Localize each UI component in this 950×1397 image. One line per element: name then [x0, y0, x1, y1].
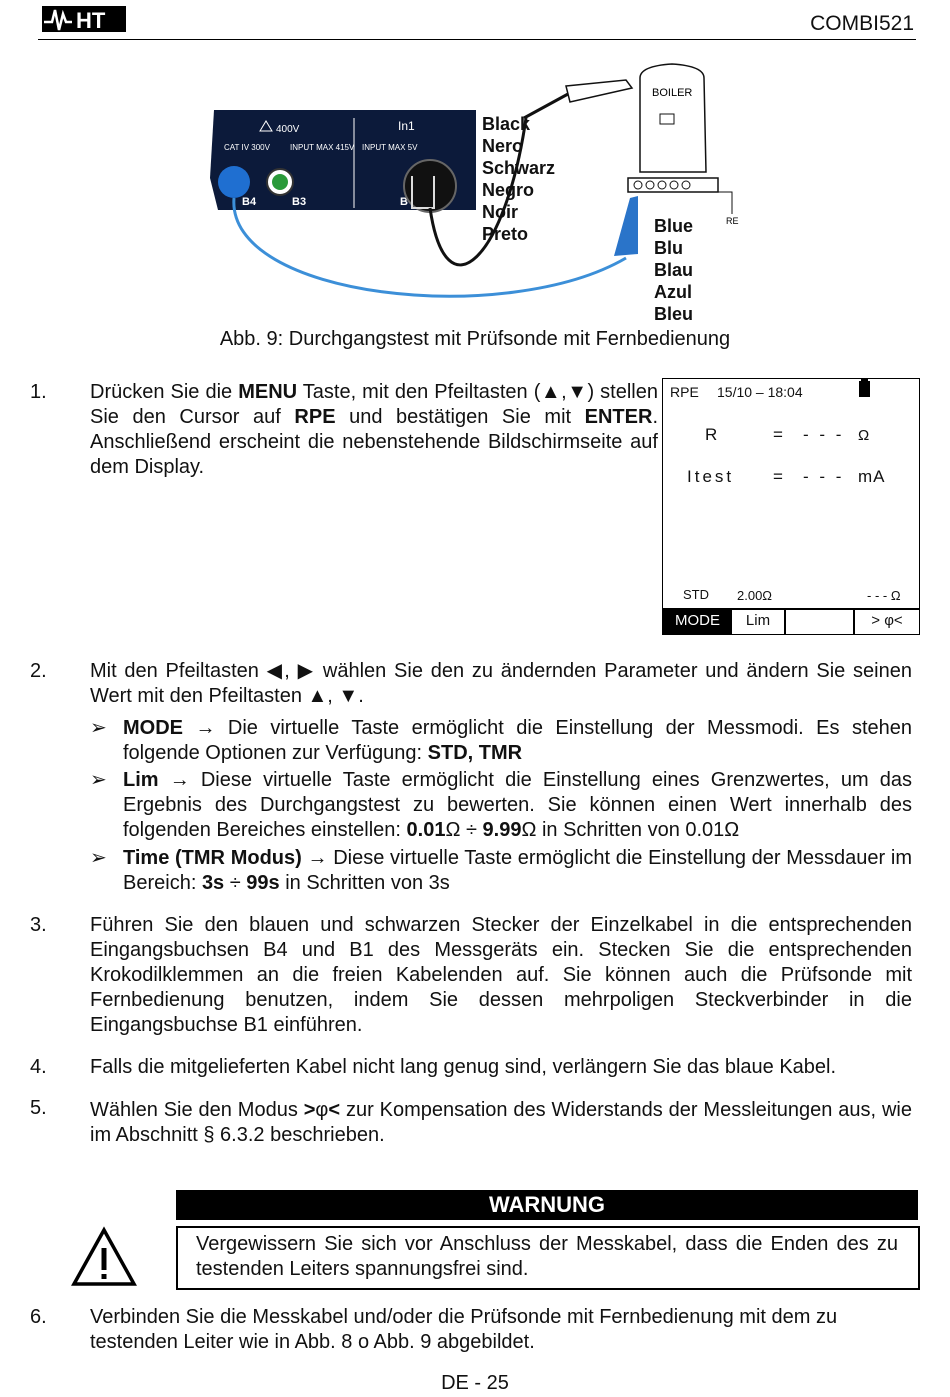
lcd-mode: RPE — [670, 384, 699, 400]
blue-label-de: Blau — [654, 260, 694, 280]
terminal-b4 — [218, 166, 250, 198]
lcd-itest-eq: = — [773, 467, 783, 486]
label-in1: In1 — [398, 119, 415, 133]
step-3-text: Führen Sie den blauen und schwarzen Stecker der Einzelkabel in die entsprechenden Eingangsbuchsen B4 und B1 des Messgeräts ein. Stecken Sie die entsprechenden Krokodilklemmen an die freien Kabelenden auf. Sie können auch die Prüfsonde mit Fernbedienung benutzen, indem Sie dessen mehrpoligen Steckverbinder in die Eingangsbuchse B1 einführen. — [90, 914, 912, 1036]
step-6-text: Verbinden Sie die Messkabel und/oder die Prüfsonde mit Fernbedienung mit dem zu testenden Leiter wie in Abb. 8 o Abb. 9 abgebildet. — [90, 1306, 838, 1353]
bullet-arrow-icon: ➢ — [90, 847, 107, 869]
lcd-lim-value: 2.00Ω — [737, 588, 773, 603]
bullet-lim: Lim → Diese virtuelle Taste ermöglicht die Einstellung eines Grenzwertes, um das Ergebnis des Durchgangstest zu bewerten. Sie können einen Wert innerhalb des folgenden Bereiches einstellen: 0.01Ω ÷ 9.99Ω in Schritten von 0.01Ω — [123, 769, 912, 841]
lcd-itest-unit: mA — [858, 467, 886, 486]
lcd-r-label: R — [705, 425, 718, 444]
boiler — [640, 64, 706, 172]
bullet-time: Time (TMR Modus) → Diese virtuelle Taste ermöglicht die Einstellung der Messdauer im Bereich: 3s ÷ 99s in Schritten von 3s — [123, 847, 912, 894]
page-number: DE - 25 — [441, 1372, 509, 1394]
step-4-number: 4. — [30, 1056, 47, 1078]
blue-label-es: Azul — [654, 282, 692, 302]
blue-label-en: Blue — [654, 216, 694, 236]
warning-text: Vergewissern Sie sich vor Anschluss der Messkabel, dass die Enden des zu testenden Leiters spannungsfrei sind. — [196, 1233, 898, 1280]
logo-text: HT — [76, 8, 106, 33]
lcd-r-value: - - - — [803, 425, 845, 444]
step-2-number: 2. — [30, 660, 47, 682]
boiler-label: BOILER — [652, 87, 693, 99]
step-1-number: 1. — [30, 381, 47, 403]
step-6-number: 6. — [30, 1306, 47, 1328]
connection-diagram — [206, 58, 746, 330]
lcd-display — [662, 378, 920, 635]
step-2-text: Mit den Pfeiltasten ◀, ▶ wählen Sie den zu ändernden Parameter und ändern Sie seinen Wert mit den Pfeiltasten ▲, ▼. — [90, 660, 912, 707]
step-5-text: Wählen Sie den Modus >φ< zur Kompensation des Widerstands der Messleitungen aus, wie im Abschnitt § 6.3.2 beschrieben. — [90, 1099, 912, 1146]
lcd-itest-label: Itest — [687, 467, 735, 486]
step-3-number: 3. — [30, 914, 47, 936]
label-input-415: INPUT MAX 415V — [290, 143, 355, 152]
label-b4: B4 — [242, 196, 257, 208]
battery-icon — [859, 381, 870, 397]
blue-clip — [614, 196, 638, 256]
bullet-arrow-icon: ➢ — [90, 717, 107, 739]
black-clip — [566, 80, 632, 102]
lcd-r-unit: Ω — [858, 427, 870, 444]
bullet-mode: MODE → Die virtuelle Taste ermöglicht die Einstellung der Messmodi. Es stehen folgende Optionen zur Verfügung: STD, TMR — [123, 717, 912, 764]
lcd-itest-value: - - - — [803, 467, 845, 486]
black-label-es: Negro — [482, 180, 535, 200]
lcd-key-lim[interactable]: Lim — [745, 612, 771, 629]
warning-triangle-icon — [70, 1226, 138, 1288]
label-b1: B — [400, 196, 408, 208]
blue-label-fr: Bleu — [654, 304, 694, 324]
bullet-arrow-icon: ➢ — [90, 769, 107, 791]
lcd-datetime: 15/10 – 18:04 — [717, 384, 803, 400]
blue-label-it: Blu — [654, 238, 683, 258]
lcd-result: - - - Ω — [867, 588, 901, 603]
lcd-r-eq: = — [773, 425, 783, 444]
lcd-key-mode[interactable]: MODE — [663, 608, 732, 634]
label-400v: 400V — [276, 124, 300, 135]
lcd-key-comp[interactable]: > φ< — [871, 612, 903, 629]
black-label-fr: Noir — [482, 202, 518, 222]
figure-caption: Abb. 9: Durchgangstest mit Prüfsonde mit Fernbedienung — [219, 328, 731, 350]
step-1-text: Drücken Sie die MENU Taste, mit den Pfeiltasten (▲,▼) stellen Sie den Cursor auf RPE und bestätigen Sie mit ENTER. Anschließend erscheint die nebenstehende Bildschirmseite auf dem Display. — [90, 381, 658, 478]
model-name: COMBI521 — [810, 12, 914, 35]
warning-title: WARNUNG — [176, 1190, 918, 1220]
black-label-en: Black — [482, 114, 531, 134]
step-5-number: 5. — [30, 1097, 47, 1119]
label-cat: CAT IV 300V — [224, 143, 270, 152]
step-4-text: Falls die mitgelieferten Kabel nicht lang genug sind, verlängern Sie das blaue Kabel. — [90, 1056, 837, 1078]
ht-logo — [40, 2, 128, 34]
black-label-pt: Preto — [482, 224, 529, 244]
label-input-5: INPUT MAX 5V — [362, 143, 418, 152]
black-label-de: Schwarz — [482, 158, 556, 178]
lcd-std: STD — [683, 587, 709, 602]
label-b3: B3 — [292, 196, 307, 208]
re-label: RE — [726, 216, 739, 226]
black-label-it: Nero — [482, 136, 524, 156]
header-rule — [38, 39, 916, 40]
